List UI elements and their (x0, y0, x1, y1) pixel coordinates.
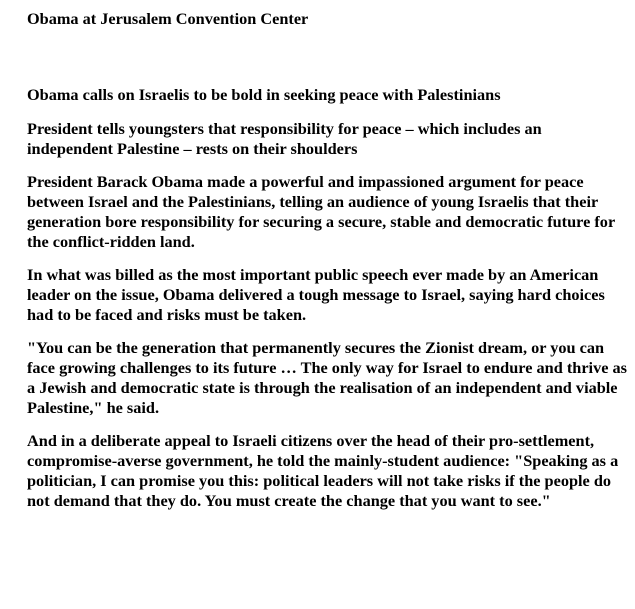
page-title: Obama at Jerusalem Convention Center (27, 9, 309, 28)
article-subhead: President tells youngsters that responsibility for peace – which includes an independent Palestine – rests on their shoulders (27, 119, 542, 158)
article-paragraph: President Barack Obama made a powerful and impassioned argument for peace between Israel and the Palestinians, telling an audience of young Israelis that their generation bore responsibility for securing a secure, stable and democratic future for the conflict-ridden land. (27, 172, 615, 251)
article-paragraph: In what was billed as the most important public speech ever made by an American leader on the issue, Obama delivered a tough message to Israel, saying hard choices had to be faced and risks must be taken. (27, 265, 605, 324)
article-paragraph: "You can be the generation that permanently secures the Zionist dream, or you can face growing challenges to its future … The only way for Israel to endure and thrive as a Jewish and democratic state is through the realisation of an independent and viable Palestine," he said. (27, 338, 627, 417)
article-headline: Obama calls on Israelis to be bold in seeking peace with Palestinians (27, 85, 501, 104)
document-body (27, 9, 627, 511)
article-paragraph: And in a deliberate appeal to Israeli citizens over the head of their pro-settlement, compromise-averse government, he told the mainly-student audience: "Speaking as a politician, I can promise you this: political leaders will not take risks if the people do not demand that they do. You must create the change that you want to see." (27, 431, 619, 510)
